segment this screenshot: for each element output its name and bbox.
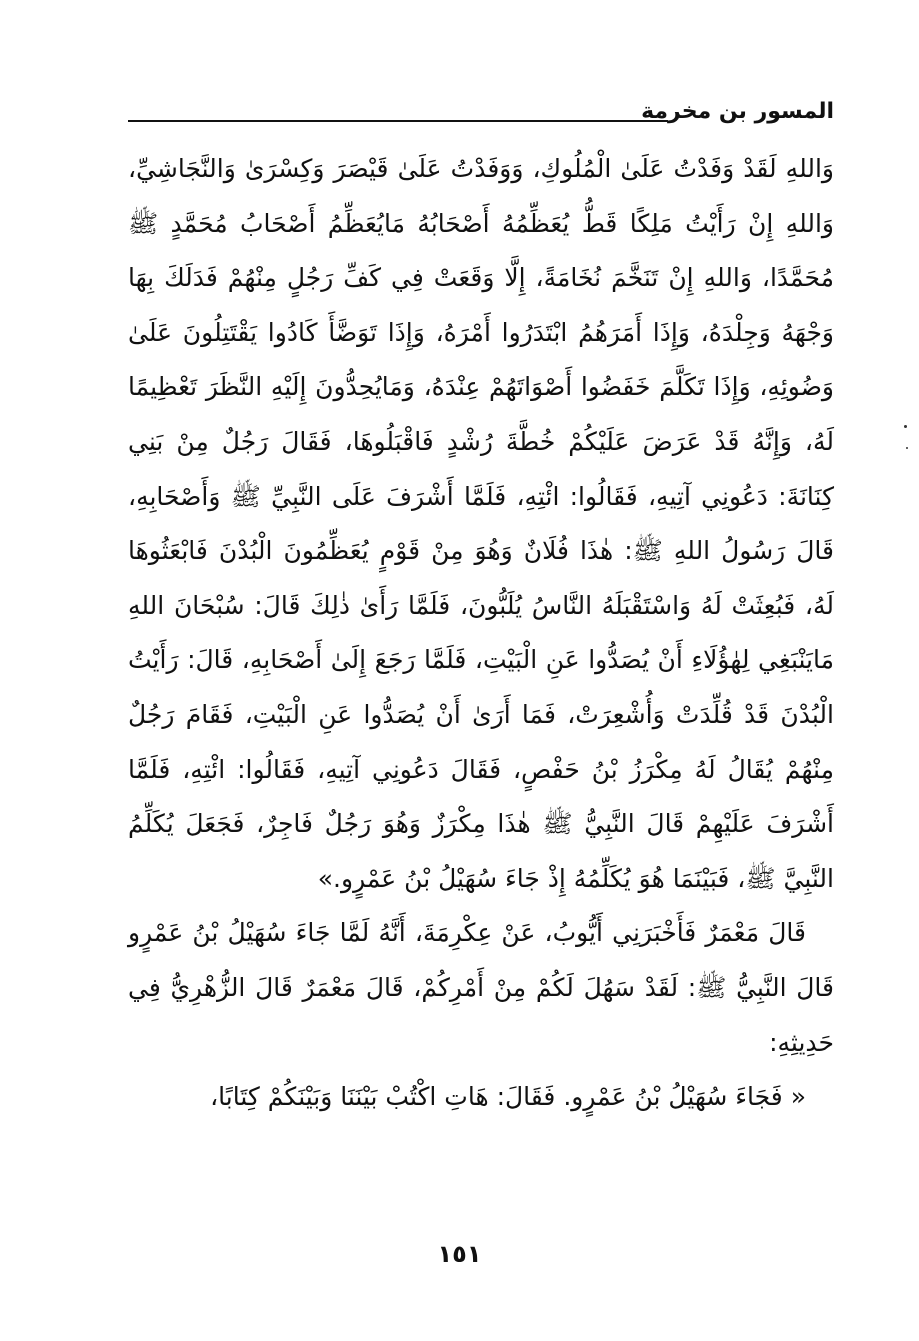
scan-speck <box>904 425 907 428</box>
paragraph-suhayl-arrives: « فَجَاءَ سُهَيْلُ بْنُ عَمْرٍو. فَقَالَ: هَاتِ اكْتُبْ بَيْنَنَا وَبَيْنَكُمْ كِتَابًا، <box>210 1082 806 1112</box>
page-number: ١٥١ <box>437 1240 482 1268</box>
header-rule <box>128 120 668 122</box>
paragraph-mamar-ayyub: قَالَ مَعْمَرٌ فَأَخْبَرَنِي أَيُّوبُ، عَنْ عِكْرِمَةَ، أَنَّهُ لَمَّا جَاءَ سُهَيْلُ بْنُ عَمْرٍو قَالَ النَّبِيُّ ﷺ: لَقَدْ سَهُلَ لَكُمْ مِنْ أَمْرِكُمْ، قَالَ مَعْمَرٌ قَالَ الزُّهْرِيُّ فِي حَدِيثِهِ: <box>128 918 834 1057</box>
paragraph-quote-continuation: وَاللهِ لَقَدْ وَفَدْتُ عَلَىٰ الْمُلُوكِ، وَوَفَدْتُ عَلَىٰ قَيْصَرَ وَكِسْرَىٰ وَالنَّجَاشِيِّ، وَاللهِ إِنْ رَأَيْتُ مَلِكًا قَطُّ يُعَظِّمُهُ أَصْحَابُهُ مَايُعَظِّمُ أَصْحَابُ مُحَمَّدٍ ﷺ مُحَمَّدًا، وَاللهِ إِنْ تَنَخَّمَ نُخَامَةً، إِلَّا وَقَعَتْ فِي كَفِّ رَجُلٍ مِنْهُمْ فَدَلَكَ بِهَا وَجْهَهُ وَجِلْدَهُ، وَإِذَا أَمَرَهُمُ ابْتَدَرُوا أَمْرَهُ، وَإِذَا تَوَضَّأَ كَادُوا يَقْتَتِلُونَ عَلَىٰ وَضُوئِهِ، وَإِذَا تَكَلَّمَ خَفَضُوا أَصْوَاتَهُمْ عِنْدَهُ، وَمَايُحِدُّونَ إِلَيْهِ النَّظَرَ تَعْظِيمًا لَهُ، وَإِنَّهُ قَدْ عَرَضَ عَلَيْكُمْ خُطَّةَ رُشْدٍ فَاقْبَلُوهَا، فَقَالَ رَجُلٌ مِنْ بَنِي كِنَانَةَ: دَعُونِي آتِيهِ، فَقَالُوا: ائْتِهِ، فَلَمَّا أَشْرَفَ عَلَى النَّبِيِّ ﷺ وَأَصْحَابِهِ، قَالَ رَسُولُ اللهِ ﷺ: هٰذَا فُلَانٌ وَهُوَ مِنْ قَوْمٍ يُعَظِّمُونَ الْبُدْنَ فَابْعَثُوهَا لَهُ، فَبُعِثَتْ لَهُ وَاسْتَقْبَلَهُ النَّاسُ يُلَبُّونَ، فَلَمَّا رَأَىٰ ذٰلِكَ قَالَ: سُبْحَانَ اللهِ مَايَنْبَغِي لِهٰؤُلَاءِ أَنْ يُصَدُّوا عَنِ الْبَيْتِ، فَلَمَّا رَجَعَ إِلَىٰ أَصْحَابِهِ، قَالَ: رَأَيْتُ الْبُدْنَ قَدْ قُلِّدَتْ وَأُشْعِرَتْ، فَمَا أَرَىٰ أَنْ يُصَدُّوا عَنِ الْبَيْتِ، فَقَامَ رَجُلٌ مِنْهُمْ يُقَالُ لَهُ مِكْرَزُ بْنُ حَفْصٍ، فَقَالَ دَعُونِي آتِيهِ، فَقَالُوا: ائْتِهِ، فَلَمَّا أَشْرَفَ عَلَيْهِمْ قَالَ النَّبِيُّ ﷺ هٰذَا مِكْرَزٌ وَهُوَ رَجُلٌ فَاجِرٌ، فَجَعَلَ يُكَلِّمُ النَّبِيَّ ﷺ، فَبَيْنَمَا هُوَ يُكَلِّمُهُ إِذْ جَاءَ سُهَيْلُ بْنُ عَمْرٍو.» <box>128 154 834 893</box>
running-header <box>128 96 834 132</box>
scan-speck <box>906 447 908 449</box>
body-text <box>128 142 834 1125</box>
running-title: المسور بن مخرمة <box>641 99 834 124</box>
